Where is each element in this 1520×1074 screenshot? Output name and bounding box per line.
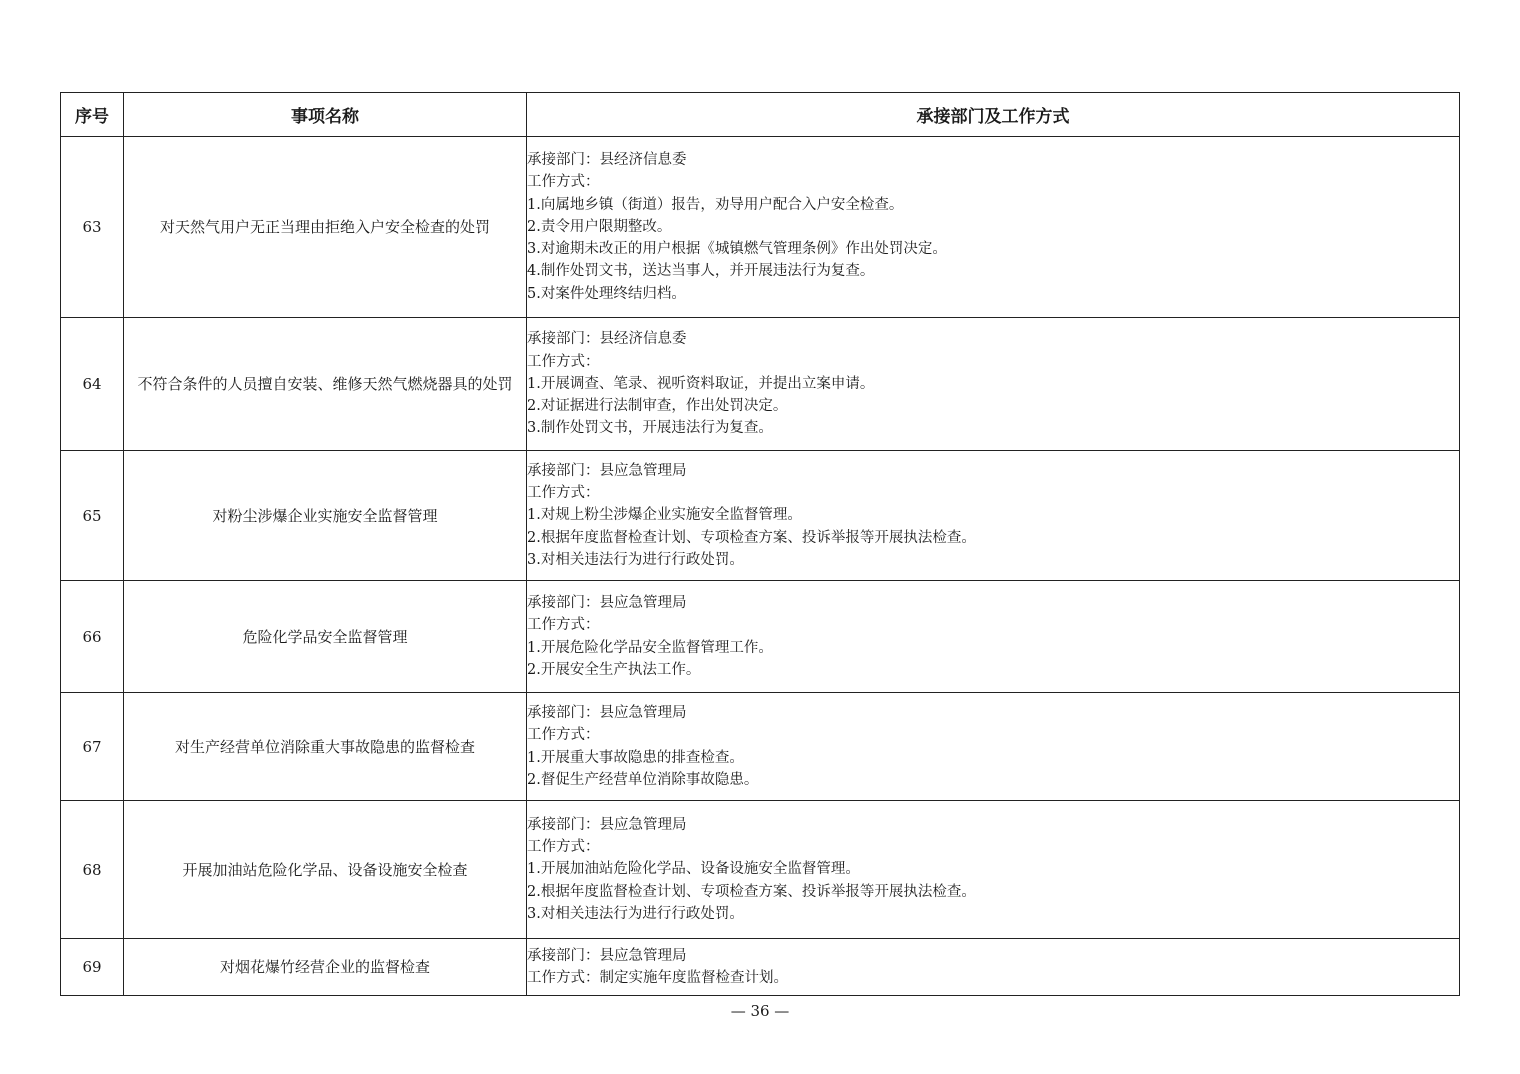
method-line: 5.对案件处理终结归档。 <box>527 285 686 302</box>
department-method <box>527 581 1460 693</box>
item-name: 对生产经营单位消除重大事故隐患的监督检查 <box>124 693 527 801</box>
method-line: 2.根据年度监督检查计划、专项检查方案、投诉举报等开展执法检查。 <box>527 883 976 900</box>
table-body <box>61 137 1460 996</box>
method-line: 1.对规上粉尘涉爆企业实施安全监督管理。 <box>527 507 802 524</box>
item-name: 开展加油站危险化学品、设备设施安全检查 <box>124 801 527 939</box>
table-row <box>61 939 1460 996</box>
row-index: 64 <box>61 318 124 451</box>
method-line: 2.对证据进行法制审查，作出处罚决定。 <box>527 398 788 415</box>
method-line: 1.开展危险化学品安全监督管理工作。 <box>527 639 773 656</box>
table-row <box>61 581 1460 693</box>
department-line: 承接部门：县应急管理局 <box>527 704 687 721</box>
department-method <box>527 693 1460 801</box>
table-row <box>61 451 1460 581</box>
method-line: 2.根据年度监督检查计划、专项检查方案、投诉举报等开展执法检查。 <box>527 529 976 546</box>
method-line: 3.对相关违法行为进行行政处罚。 <box>527 551 744 568</box>
row-index: 68 <box>61 801 124 939</box>
item-name: 对粉尘涉爆企业实施安全监督管理 <box>124 451 527 581</box>
department-line: 承接部门：县经济信息委 <box>527 151 687 168</box>
method-line: 3.制作处罚文书，开展违法行为复查。 <box>527 420 773 437</box>
row-index: 63 <box>61 137 124 318</box>
row-index: 66 <box>61 581 124 693</box>
method-line: 工作方式： <box>527 353 600 370</box>
table-row <box>61 137 1460 318</box>
method-line: 2.责令用户限期整改。 <box>527 218 672 235</box>
table-row <box>61 318 1460 451</box>
method-line: 工作方式： <box>527 727 600 744</box>
department-line: 承接部门：县应急管理局 <box>527 816 687 833</box>
department-method <box>527 939 1460 996</box>
method-line: 3.对相关违法行为进行行政处罚。 <box>527 905 744 922</box>
table-row <box>61 801 1460 939</box>
department-line: 承接部门：县应急管理局 <box>527 594 687 611</box>
items-table <box>60 92 1460 996</box>
method-line: 工作方式： <box>527 174 600 191</box>
department-method <box>527 318 1460 451</box>
method-line: 2.督促生产经营单位消除事故隐患。 <box>527 771 759 788</box>
row-index: 69 <box>61 939 124 996</box>
department-method <box>527 451 1460 581</box>
table-row <box>61 693 1460 801</box>
department-method <box>527 137 1460 318</box>
row-index: 65 <box>61 451 124 581</box>
header-index: 序号 <box>61 93 124 137</box>
item-name: 不符合条件的人员擅自安装、维修天然气燃烧器具的处罚 <box>124 318 527 451</box>
item-name: 对烟花爆竹经营企业的监督检查 <box>124 939 527 996</box>
method-line: 1.开展加油站危险化学品、设备设施安全监督管理。 <box>527 861 860 878</box>
header-department-method: 承接部门及工作方式 <box>527 93 1460 137</box>
method-line: 4.制作处罚文书，送达当事人，并开展违法行为复查。 <box>527 263 875 280</box>
method-line: 1.开展重大事故隐患的排查检查。 <box>527 749 744 766</box>
row-index: 67 <box>61 693 124 801</box>
item-name: 对天然气用户无正当理由拒绝入户安全检查的处罚 <box>124 137 527 318</box>
method-line: 1.向属地乡镇（街道）报告，劝导用户配合入户安全检查。 <box>527 196 904 213</box>
method-line: 工作方式： <box>527 485 600 502</box>
department-line: 承接部门：县应急管理局 <box>527 947 687 964</box>
header-row <box>61 93 1460 137</box>
page-number: — 36 — <box>730 1002 790 1020</box>
item-name: 危险化学品安全监督管理 <box>124 581 527 693</box>
department-line: 承接部门：县应急管理局 <box>527 462 687 479</box>
method-line: 2.开展安全生产执法工作。 <box>527 661 701 678</box>
department-method <box>527 801 1460 939</box>
method-line: 工作方式： <box>527 617 600 634</box>
method-line: 工作方式：制定实施年度监督检查计划。 <box>527 970 788 986</box>
header-item-name: 事项名称 <box>124 93 527 137</box>
method-line: 1.开展调查、笔录、视听资料取证，并提出立案申请。 <box>527 375 875 392</box>
method-line: 3.对逾期未改正的用户根据《城镇燃气管理条例》作出处罚决定。 <box>527 241 947 258</box>
method-line: 工作方式： <box>527 839 600 856</box>
department-line: 承接部门：县经济信息委 <box>527 331 687 348</box>
